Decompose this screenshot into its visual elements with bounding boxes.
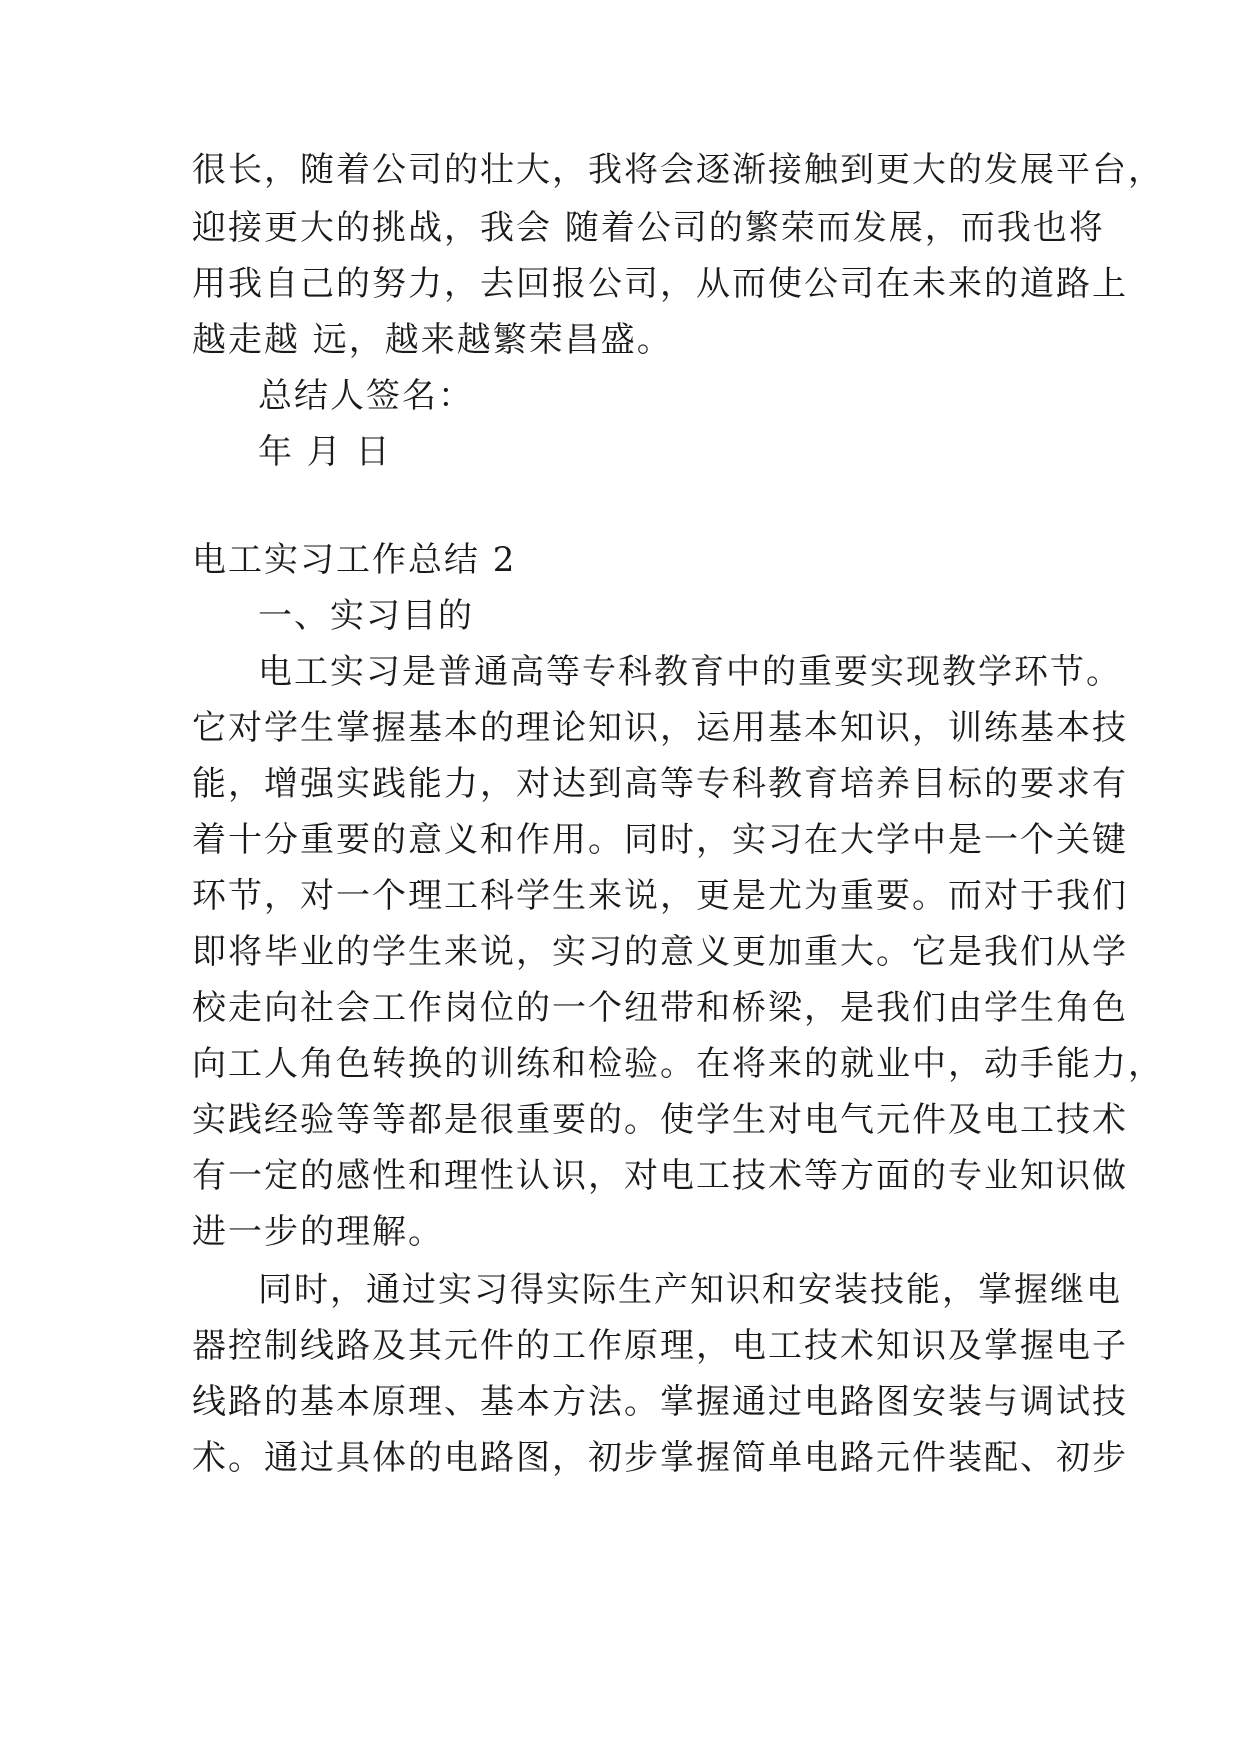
paragraph-line: 实践经验等等都是很重要的。使学生对电气元件及电工技术 [192, 1100, 1128, 1140]
paragraph-line: 向工人角色转换的训练和检验。在将来的就业中，动手能力， [192, 1044, 1164, 1084]
paragraph-line: 校走向社会工作岗位的一个纽带和桥梁，是我们由学生角色 [192, 988, 1128, 1028]
paragraph-line: 能，增强实践能力，对达到高等专科教育培养目标的要求有 [192, 764, 1128, 804]
paragraph-line: 着十分重要的意义和作用。同时，实习在大学中是一个关键 [192, 820, 1128, 860]
date-label: 年 月 日 [258, 432, 392, 472]
body-text-line: 用我自己的努力，去回报公司，从而使公司在未来的道路上 [192, 264, 1128, 304]
paragraph-line: 有一定的感性和理性认识，对电工技术等方面的专业知识做 [192, 1156, 1128, 1196]
paragraph-line: 器控制线路及其元件的工作原理，电工技术知识及掌握电子 [192, 1326, 1128, 1366]
body-text-line: 很长，随着公司的壮大，我将会逐渐接触到更大的发展平台， [192, 150, 1164, 190]
paragraph-line: 环节，对一个理工科学生来说，更是尤为重要。而对于我们 [192, 876, 1128, 916]
section-title: 电工实习工作总结 2 [192, 540, 517, 580]
signature-label: 总结人签名： [258, 376, 474, 416]
paragraph-line: 它对学生掌握基本的理论知识，运用基本知识，训练基本技 [192, 708, 1128, 748]
paragraph-line: 术。通过具体的电路图，初步掌握简单电路元件装配、初步 [192, 1438, 1128, 1478]
subheading: 一、实习目的 [258, 596, 474, 636]
paragraph-line: 进一步的理解。 [192, 1212, 444, 1252]
paragraph-line: 电工实习是普通高等专科教育中的重要实现教学环节。 [258, 652, 1122, 692]
paragraph-line: 同时，通过实习得实际生产知识和安装技能，掌握继电 [258, 1270, 1122, 1310]
paragraph-line: 线路的基本原理、基本方法。掌握通过电路图安装与调试技 [192, 1382, 1128, 1422]
paragraph-line: 即将毕业的学生来说，实习的意义更加重大。它是我们从学 [192, 932, 1128, 972]
body-text-line: 迎接更大的挑战，我会 随着公司的繁荣而发展，而我也将 [192, 208, 1105, 248]
body-text-line: 越走越 远，越来越繁荣昌盛。 [192, 320, 673, 360]
